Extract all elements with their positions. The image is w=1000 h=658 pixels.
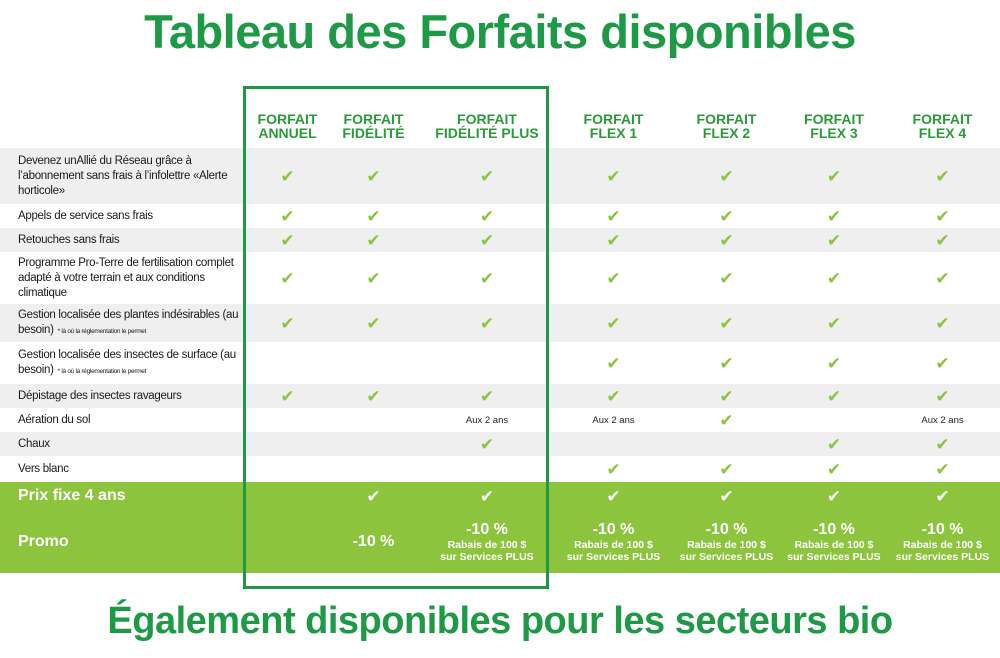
column-header <box>557 108 670 148</box>
promo-percent: -10 % <box>352 532 395 550</box>
table-cell <box>783 384 885 408</box>
check-icon: ✔ <box>935 313 950 333</box>
table-cell <box>885 342 1000 384</box>
check-icon: ✔ <box>826 386 842 406</box>
table-cell <box>783 204 885 228</box>
column-header-line: FLEX 4 <box>918 125 967 141</box>
table-cell <box>557 432 670 456</box>
table-cell <box>417 408 557 432</box>
check-icon: ✔ <box>366 313 381 333</box>
table-cell <box>885 456 1000 482</box>
check-icon: ✔ <box>606 313 621 333</box>
feature-label-wrap <box>18 437 50 452</box>
check-icon: ✔ <box>366 386 381 406</box>
check-icon: ✔ <box>935 386 950 406</box>
table-cell <box>245 342 330 384</box>
table-cell <box>557 304 670 342</box>
feature-label-wrap <box>18 154 241 199</box>
check-icon: ✔ <box>366 206 381 226</box>
table-cell <box>557 252 670 304</box>
check-icon: ✔ <box>366 268 381 288</box>
promo-cell <box>245 510 330 573</box>
table-cell <box>417 304 557 342</box>
column-header-line: FLEX 3 <box>810 125 858 141</box>
feature-label-text: Programme Pro-Terre de fertilisation complet adapté à votre terrain et aux conditions climatique <box>18 256 234 299</box>
table-cell <box>417 384 557 408</box>
check-icon: ✔ <box>280 313 295 333</box>
check-icon: ✔ <box>826 434 842 454</box>
column-header-line: FIDÉLITÉ <box>342 125 405 141</box>
check-icon: ✔ <box>719 353 734 373</box>
check-icon: ✔ <box>719 206 734 226</box>
table-cell <box>330 384 417 408</box>
check-icon: ✔ <box>280 386 295 406</box>
feature-note: * là où la réglementation le permet <box>57 367 147 375</box>
table-cell <box>417 252 557 304</box>
page-title: Tableau des Forfaits disponibles <box>144 5 856 58</box>
check-icon: ✔ <box>479 268 495 288</box>
feature-label-text: Dépistage des insectes ravageurs <box>18 389 182 402</box>
check-icon: ✔ <box>606 230 621 250</box>
feature-label-text: Retouches sans frais <box>18 233 120 246</box>
prix-cell <box>783 482 885 510</box>
table-cell <box>557 456 670 482</box>
column-header-line: FORFAIT <box>804 111 864 127</box>
table-cell <box>670 228 783 252</box>
check-icon: ✔ <box>719 410 734 430</box>
prix-cell <box>670 482 783 510</box>
column-header <box>670 108 783 148</box>
table-cell <box>885 148 1000 204</box>
table-cell <box>885 252 1000 304</box>
column-header-line: FORFAIT <box>257 111 318 127</box>
check-icon: ✔ <box>606 268 621 288</box>
check-icon: ✔ <box>935 166 950 186</box>
table-cell <box>330 432 417 456</box>
table-cell <box>670 432 783 456</box>
table-cell <box>670 252 783 304</box>
promo-cell <box>783 510 885 573</box>
feature-label-wrap <box>18 413 90 428</box>
promo-rebate-detail: sur Services PLUS <box>566 550 661 563</box>
table-cell <box>330 456 417 482</box>
table-cell <box>417 204 557 228</box>
column-header <box>783 108 885 148</box>
promo-rebate: Rabais de 100 $ <box>794 538 874 551</box>
check-icon: ✔ <box>606 206 621 226</box>
check-icon: ✔ <box>719 230 734 250</box>
promo-percent: -10 % <box>813 520 855 538</box>
table-cell <box>783 228 885 252</box>
table-cell <box>670 408 783 432</box>
table-cell <box>330 204 417 228</box>
promo-cell <box>417 510 557 573</box>
table-cell <box>417 456 557 482</box>
check-icon: ✔ <box>280 230 295 250</box>
table-cell <box>783 148 885 204</box>
check-icon: ✔ <box>935 434 950 454</box>
table-cell <box>783 304 885 342</box>
cell-text: Aux 2 ans <box>592 414 635 426</box>
plans-table <box>0 108 1000 573</box>
check-icon: ✔ <box>719 486 734 506</box>
table-cell <box>557 384 670 408</box>
promo-rebate: Rabais de 100 $ <box>687 538 766 551</box>
check-icon: ✔ <box>826 313 842 333</box>
footer-text: Également disponibles pour les secteurs bio <box>107 600 893 642</box>
table-cell <box>330 342 417 384</box>
check-icon: ✔ <box>935 268 950 288</box>
column-header <box>330 108 417 148</box>
table-cell <box>245 408 330 432</box>
header-spacer <box>0 108 245 148</box>
table-cell <box>885 408 1000 432</box>
check-icon: ✔ <box>366 166 381 186</box>
promo-rebate: Rabais de 100 $ <box>574 538 653 551</box>
feature-label <box>0 456 245 482</box>
feature-label-text: Appels de service sans frais <box>18 209 153 222</box>
check-icon: ✔ <box>606 386 621 406</box>
feature-label-wrap <box>18 462 69 477</box>
prix-cell <box>885 482 1000 510</box>
feature-label <box>0 342 245 384</box>
check-icon: ✔ <box>479 434 495 454</box>
prix-cell <box>557 482 670 510</box>
check-icon: ✔ <box>935 459 950 479</box>
promo-cell <box>670 510 783 573</box>
column-header <box>245 108 330 148</box>
cell-text: Aux 2 ans <box>921 414 964 426</box>
promo-percent: -10 % <box>921 520 964 538</box>
check-icon: ✔ <box>719 313 734 333</box>
table-cell <box>557 148 670 204</box>
check-icon: ✔ <box>826 166 842 186</box>
promo-percent: -10 % <box>466 520 508 538</box>
feature-label-wrap <box>18 308 241 339</box>
prix-cell <box>417 482 557 510</box>
prix-cell <box>330 482 417 510</box>
promo-cell <box>330 510 417 573</box>
promo-rebate: Rabais de 100 $ <box>903 538 982 551</box>
table-cell <box>330 252 417 304</box>
check-icon: ✔ <box>280 268 295 288</box>
check-icon: ✔ <box>935 353 950 373</box>
table-cell <box>330 228 417 252</box>
table-cell <box>245 456 330 482</box>
check-icon: ✔ <box>935 230 950 250</box>
check-icon: ✔ <box>479 313 495 333</box>
promo-rebate-detail: sur Services PLUS <box>895 550 990 563</box>
check-icon: ✔ <box>479 166 495 186</box>
feature-label-text: Gestion localisée des plantes indésirables (au besoin) <box>18 308 239 336</box>
check-icon: ✔ <box>826 268 842 288</box>
feature-label-wrap <box>18 256 241 301</box>
check-icon: ✔ <box>826 459 842 479</box>
check-icon: ✔ <box>719 268 734 288</box>
check-icon: ✔ <box>826 206 842 226</box>
check-icon: ✔ <box>826 353 842 373</box>
table-cell <box>245 384 330 408</box>
check-icon: ✔ <box>366 486 381 506</box>
table-cell <box>330 304 417 342</box>
feature-label <box>0 384 245 408</box>
table-cell <box>783 432 885 456</box>
feature-label-text: Chaux <box>18 437 50 450</box>
table-cell <box>783 252 885 304</box>
check-icon: ✔ <box>280 206 295 226</box>
feature-label <box>0 304 245 342</box>
table-cell <box>245 252 330 304</box>
column-header-line: FORFAIT <box>696 111 757 127</box>
table-cell <box>417 432 557 456</box>
column-header-line: FORFAIT <box>912 111 973 127</box>
promo-percent: -10 % <box>592 520 635 538</box>
promo-rebate-detail: sur Services PLUS <box>440 550 534 563</box>
prix-cell <box>245 482 330 510</box>
check-icon: ✔ <box>935 206 950 226</box>
check-icon: ✔ <box>719 386 734 406</box>
promo-rebate-detail: sur Services PLUS <box>679 550 774 563</box>
table-cell <box>885 204 1000 228</box>
table-cell <box>417 342 557 384</box>
column-header-line: FIDÉLITÉ PLUS <box>435 125 539 141</box>
table-cell <box>557 228 670 252</box>
table-cell <box>670 456 783 482</box>
promo-rebate: Rabais de 100 $ <box>447 538 527 551</box>
column-header <box>885 108 1000 148</box>
feature-label-wrap <box>18 209 153 224</box>
promo-cell <box>557 510 670 573</box>
check-icon: ✔ <box>366 230 381 250</box>
check-icon: ✔ <box>935 486 950 506</box>
check-icon: ✔ <box>606 353 621 373</box>
check-icon: ✔ <box>479 230 495 250</box>
table-cell <box>417 228 557 252</box>
prix-label: Prix fixe 4 ans <box>0 482 245 510</box>
check-icon: ✔ <box>479 486 495 506</box>
check-icon: ✔ <box>719 459 734 479</box>
table-cell <box>670 204 783 228</box>
table-cell <box>557 204 670 228</box>
table-cell <box>245 228 330 252</box>
table-cell <box>557 408 670 432</box>
feature-label-text: Vers blanc <box>18 462 69 475</box>
table-cell <box>885 228 1000 252</box>
feature-label-wrap <box>18 389 182 404</box>
feature-label <box>0 408 245 432</box>
check-icon: ✔ <box>826 486 842 506</box>
feature-label <box>0 228 245 252</box>
check-icon: ✔ <box>606 459 621 479</box>
feature-label <box>0 148 245 204</box>
feature-note: * là où la réglementation le permet <box>57 327 147 335</box>
table-cell <box>885 304 1000 342</box>
promo-label: Promo <box>0 510 245 573</box>
check-icon: ✔ <box>826 230 842 250</box>
table-cell <box>885 384 1000 408</box>
check-icon: ✔ <box>606 486 621 506</box>
column-header-line: FLEX 1 <box>589 125 638 141</box>
feature-label-text: Gestion localisée des insectes de surface (au besoin) <box>18 348 236 376</box>
check-icon: ✔ <box>280 166 295 186</box>
column-header-line: FLEX 2 <box>702 125 751 141</box>
check-icon: ✔ <box>606 166 621 186</box>
promo-cell <box>885 510 1000 573</box>
table-cell <box>885 432 1000 456</box>
table-cell <box>783 408 885 432</box>
table-cell <box>783 456 885 482</box>
table-cell <box>670 148 783 204</box>
feature-label-text: Aération du sol <box>18 413 91 426</box>
cell-text: Aux 2 ans <box>465 414 509 426</box>
table-cell <box>783 342 885 384</box>
table-cell <box>670 384 783 408</box>
check-icon: ✔ <box>479 206 495 226</box>
column-header-line: FORFAIT <box>343 111 404 127</box>
feature-label <box>0 252 245 304</box>
table-cell <box>557 342 670 384</box>
table-cell <box>330 408 417 432</box>
feature-label-wrap <box>18 348 241 379</box>
feature-label <box>0 432 245 456</box>
feature-label <box>0 204 245 228</box>
table-cell <box>245 204 330 228</box>
check-icon: ✔ <box>479 386 495 406</box>
table-cell <box>245 432 330 456</box>
table-cell <box>245 304 330 342</box>
column-header-line: FORFAIT <box>583 111 644 127</box>
table-cell <box>245 148 330 204</box>
table-cell <box>330 148 417 204</box>
table-cell <box>670 342 783 384</box>
column-header-line: FORFAIT <box>457 111 517 127</box>
check-icon: ✔ <box>719 166 734 186</box>
promo-percent: -10 % <box>705 520 748 538</box>
promo-rebate-detail: sur Services PLUS <box>787 550 881 563</box>
table-cell <box>670 304 783 342</box>
column-header <box>417 108 557 148</box>
column-header-line: ANNUEL <box>258 125 317 141</box>
feature-label-wrap <box>18 233 119 248</box>
feature-label-text: Devenez unAllié du Réseau grâce à l’abonnement sans frais à l’infolettre «Alerte horticole» <box>18 154 228 197</box>
table-cell <box>417 148 557 204</box>
